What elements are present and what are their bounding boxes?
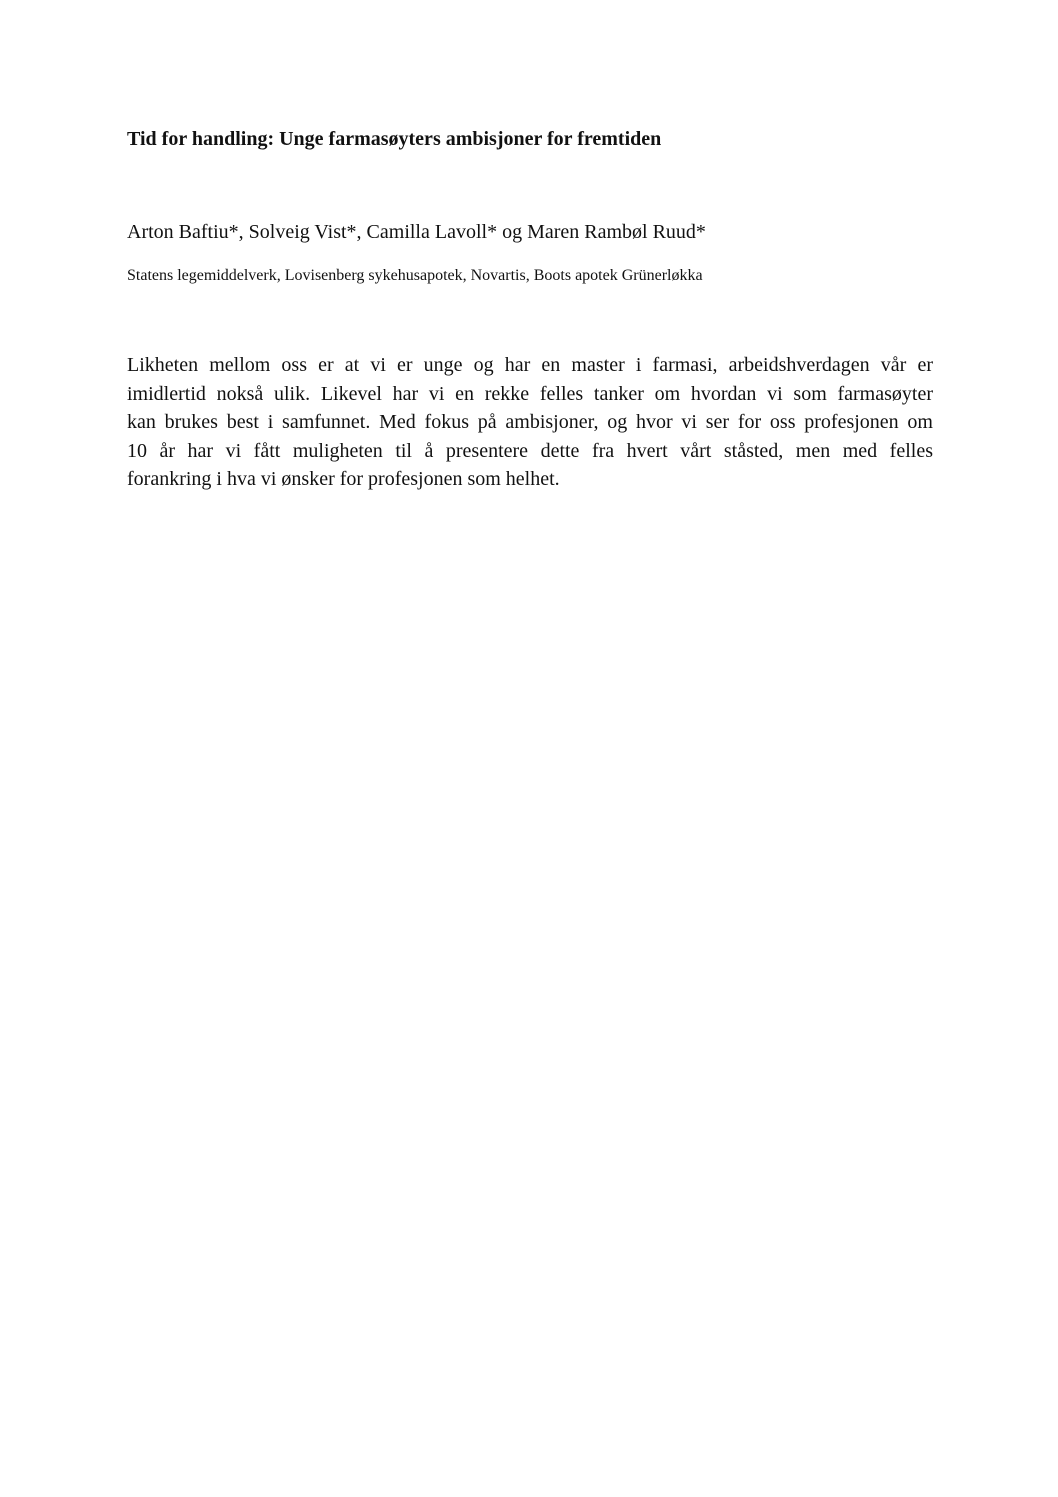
- affiliation-list: Statens legemiddelverk, Lovisenberg sykehusapotek, Novartis, Boots apotek Grünerløkka: [127, 267, 703, 284]
- author-list: Arton Baftiu*, Solveig Vist*, Camilla Lavoll* og Maren Rambøl Ruud*: [127, 221, 706, 243]
- abstract-line: Likheten mellom oss er at vi er unge og har en master i farmasi, arbeidshverdagen vår er: [127, 354, 933, 376]
- abstract-line: forankring i hva vi ønsker for profesjonen som helhet.: [127, 468, 560, 491]
- document-title: Tid for handling: Unge farmasøyters ambisjoner for fremtiden: [127, 128, 662, 150]
- abstract-line: imidlertid nokså ulik. Likevel har vi en rekke felles tanker om hvordan vi som farmasøyter: [127, 382, 933, 405]
- abstract-paragraph: [127, 351, 933, 494]
- abstract-line: 10 år har vi fått muligheten til å presentere dette fra hvert vårt ståsted, men med felles: [127, 439, 933, 462]
- abstract-line: kan brukes best i samfunnet. Med fokus på ambisjoner, og hvor vi ser for oss profesjonen om: [127, 411, 933, 434]
